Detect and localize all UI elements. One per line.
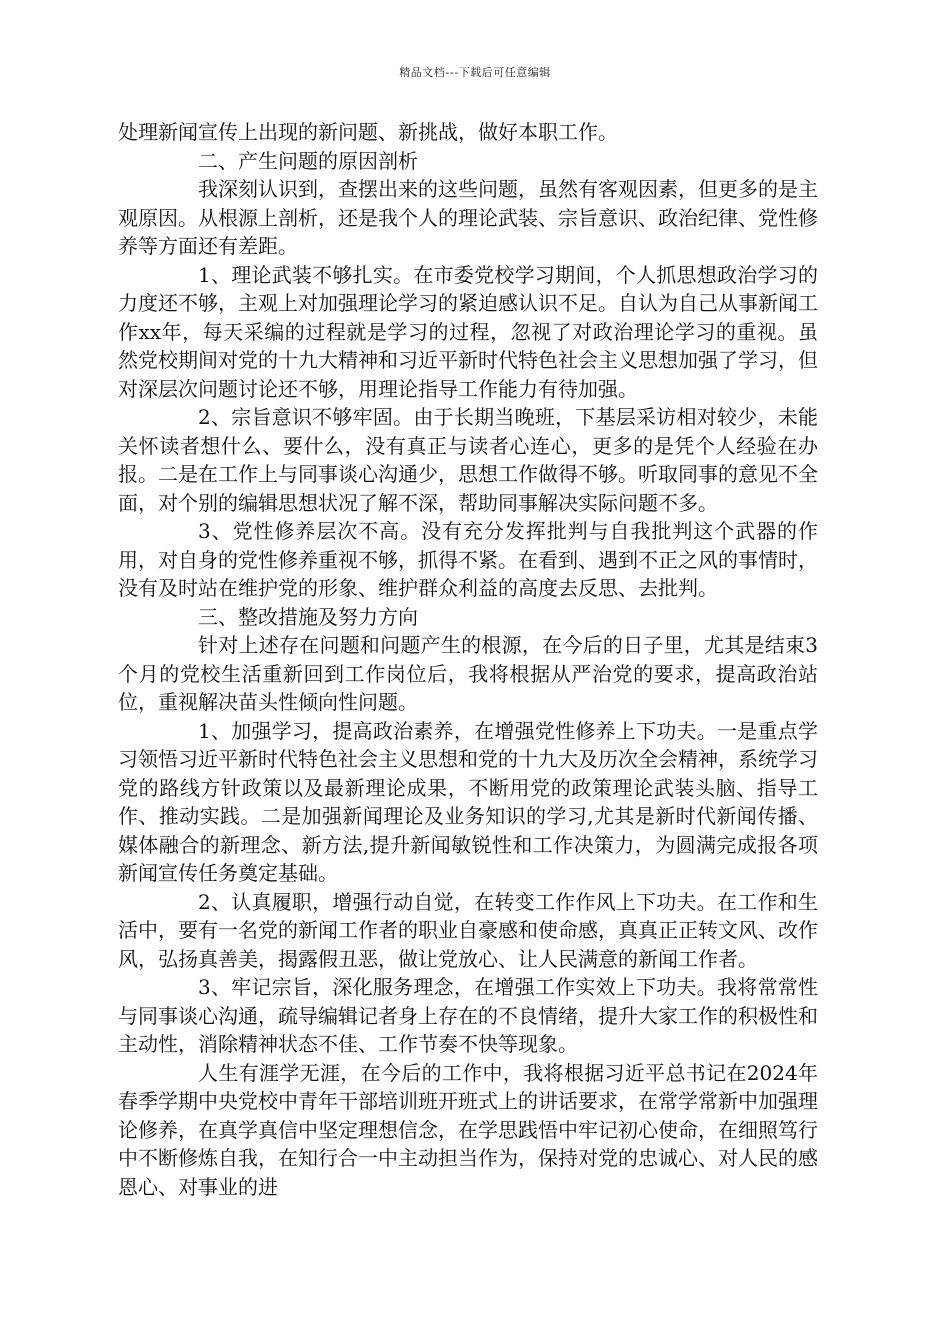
section-heading-causes: 二、产生问题的原因剖析	[198, 148, 418, 173]
paragraph-measure-1: 1、加强学习，提高政治素养，在增强党性修养上下功夫。一是重点学习领悟习近平新时代特色社会主义思想和党的十九大及历次全会精神，系统学习党的路线方针政策以及最新理论成果，不断用党的政策理论武装头脑、指导工作、推动实践。二是加强新闻理论及业务知识的学习,尤其是新时代新闻传播、媒体融合的新理念、新方法,提升新闻敏锐性和工作决策力，为圆满完成报各项新闻宣传任务奠定基础。	[118, 718, 818, 885]
paragraph-measure-2: 2、认真履职，增强行动自觉，在转变工作作风上下功夫。在工作和生活中，要有一名党的新闻工作者的职业自豪感和使命感，真真正正转文风、改作风，弘扬真善美，揭露假丑恶，做让党放心、让人民满意的新闻工作者。	[118, 889, 818, 971]
paragraph-measure-3: 3、牢记宗旨，深化服务理念，在增强工作实效上下功夫。我将常常性与同事谈心沟通，疏导编辑记者身上存在的不良情绪，提升大家工作的积极性和主动性，消除精神状态不佳、工作节奏不快等现象。	[118, 975, 818, 1056]
page-header-note: 精品文档---下载后可任意编辑	[399, 66, 551, 79]
section-heading-measures: 三、整改措施及努力方向	[198, 604, 418, 629]
paragraph-continued: 处理新闻宣传上出现的新问题、新挑战，做好本职工作。	[118, 120, 618, 144]
paragraph-cause-2: 2、宗旨意识不够牢固。由于长期当晚班，下基层采访相对较少，未能关怀读者想什么、要什么，没有真正与读者心连心，更多的是凭个人经验在办报。二是在工作上与同事谈心沟通少，思想工作做得不够。听取同事的意见不全面，对个别的编辑思想状况了解不深，帮助同事解决实际问题不多。	[118, 405, 818, 515]
document-body	[118, 118, 818, 1201]
paragraph-conclusion: 人生有涯学无涯，在今后的工作中，我将根据习近平总书记在2024年春季学期中央党校中青年干部培训班开班式上的讲话要求，在常学常新中加强理论修养，在真学真信中坚定理想信念，在学思践悟中牢记初心使命，在细照笃行中不断修炼自我，在知行合一中主动担当作为，保持对党的忠诚心、对人民的感恩心、对事业的进	[118, 1060, 818, 1199]
paragraph-causes-intro: 我深刻认识到，查摆出来的这些问题，虽然有客观因素，但更多的是主观原因。从根源上剖析，还是我个人的理论武装、宗旨意识、政治纪律、党性修养等方面还有差距。	[118, 177, 818, 258]
paragraph-cause-1: 1、理论武装不够扎实。在市委党校学习期间，个人抓思想政治学习的力度还不够，主观上对加强理论学习的紧迫感认识不足。自认为自己从事新闻工作xx年，每天采编的过程就是学习的过程，忽视了对政治理论学习的重视。虽然党校期间对党的十九大精神和习近平新时代特色社会主义思想加强了学习，但对深层次问题讨论还不够，用理论指导工作能力有待加强。	[118, 262, 818, 401]
paragraph-cause-3: 3、党性修养层次不高。没有充分发挥批判与自我批判这个武器的作用，对自身的党性修养重视不够，抓得不紧。在看到、遇到不正之风的事情时，没有及时站在维护党的形象、维护群众利益的高度去反思、去批判。	[118, 519, 818, 600]
paragraph-measures-intro: 针对上述存在问题和问题产生的根源，在今后的日子里，尤其是结束3个月的党校生活重新回到工作岗位后，我将根据从严治党的要求，提高政治站位，重视解决苗头性倾向性问题。	[118, 633, 818, 714]
